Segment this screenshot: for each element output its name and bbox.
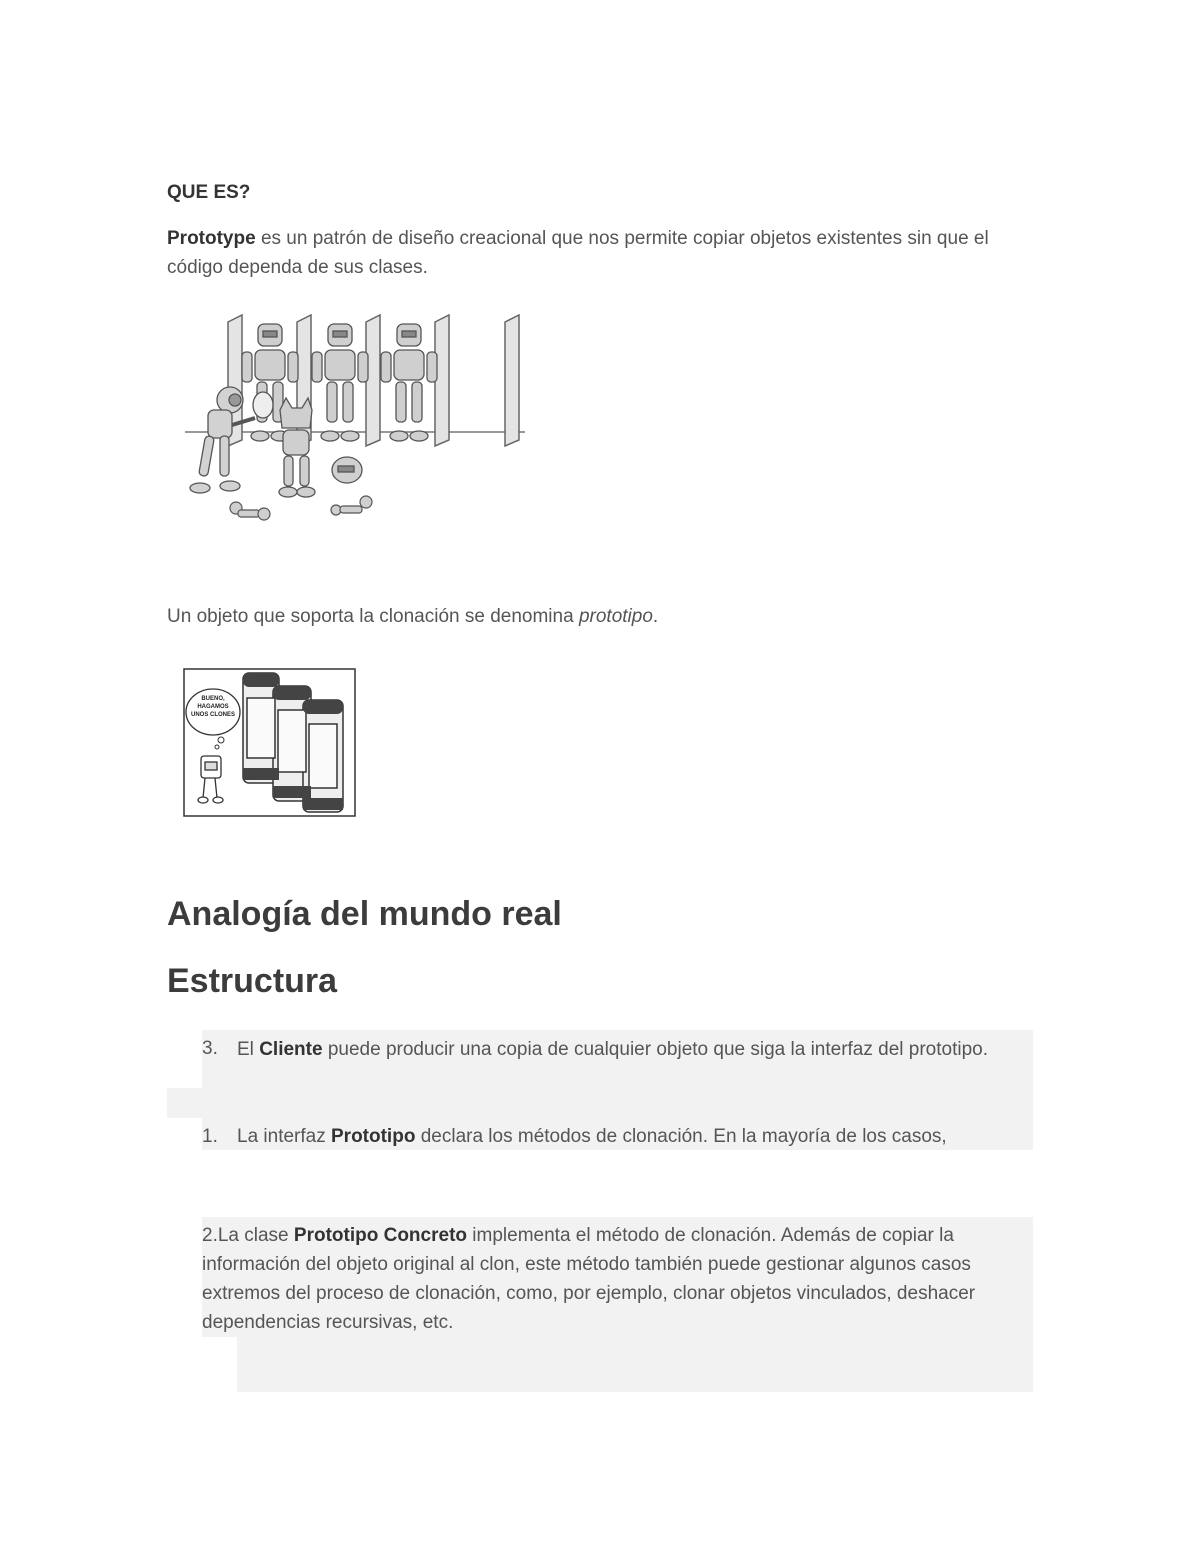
item3-after: puede producir una copia de cualquier objeto que siga la interfaz del prototipo. (322, 1039, 989, 1060)
item3-bold: Cliente (259, 1039, 323, 1060)
clone-paragraph (167, 602, 1017, 631)
heading-analogy: Analogía del mundo real (167, 895, 562, 933)
item1-after: declara los métodos de clonación. En la mayoría de los casos, (415, 1126, 947, 1147)
comic-speech-text: BUENO, HAGAMOS UNOS CLONES (191, 696, 235, 718)
list-number-3: 3. (202, 1038, 218, 1059)
item2-prefix: 2.La clase (202, 1225, 294, 1246)
clone-text-after: . (652, 606, 659, 627)
cloning-comic-illustration (183, 668, 357, 818)
list-item-prototipo-concreto (202, 1221, 1027, 1337)
clone-italic: prototipo (578, 606, 653, 627)
clone-text-before: Un objeto que soporta la clonación se denomina (167, 606, 579, 627)
intro-text: es un patrón de diseño creacional que nos permite copiar objetos existentes sin que el código dependa de sus clases. (167, 228, 989, 278)
list-background-bottom-tail (237, 1330, 1033, 1392)
list-background-notch (167, 1088, 203, 1118)
item1-bold: Prototipo (331, 1126, 416, 1147)
item3-before: El (237, 1039, 260, 1060)
section-title: QUE ES? (167, 182, 251, 203)
list-item-cliente (237, 1035, 1017, 1064)
heading-structure: Estructura (167, 962, 338, 1000)
item2-after: implementa el método de clonación. Además de copiar la información del objeto original al clon, este método también puede gestionar algunos casos extremos del proceso de clonación, como, por ejemplo, clonar objetos vinculados, deshacer dependencias recursivas, etc. (202, 1225, 976, 1333)
item1-before: La interfaz (237, 1126, 331, 1147)
item2-bold: Prototipo Concreto (293, 1225, 468, 1246)
intro-bold: Prototype (167, 228, 256, 249)
robots-cloning-illustration (180, 310, 530, 530)
list-item-prototipo (237, 1122, 1027, 1151)
intro-paragraph (167, 224, 1017, 282)
list-number-1: 1. (202, 1126, 218, 1147)
